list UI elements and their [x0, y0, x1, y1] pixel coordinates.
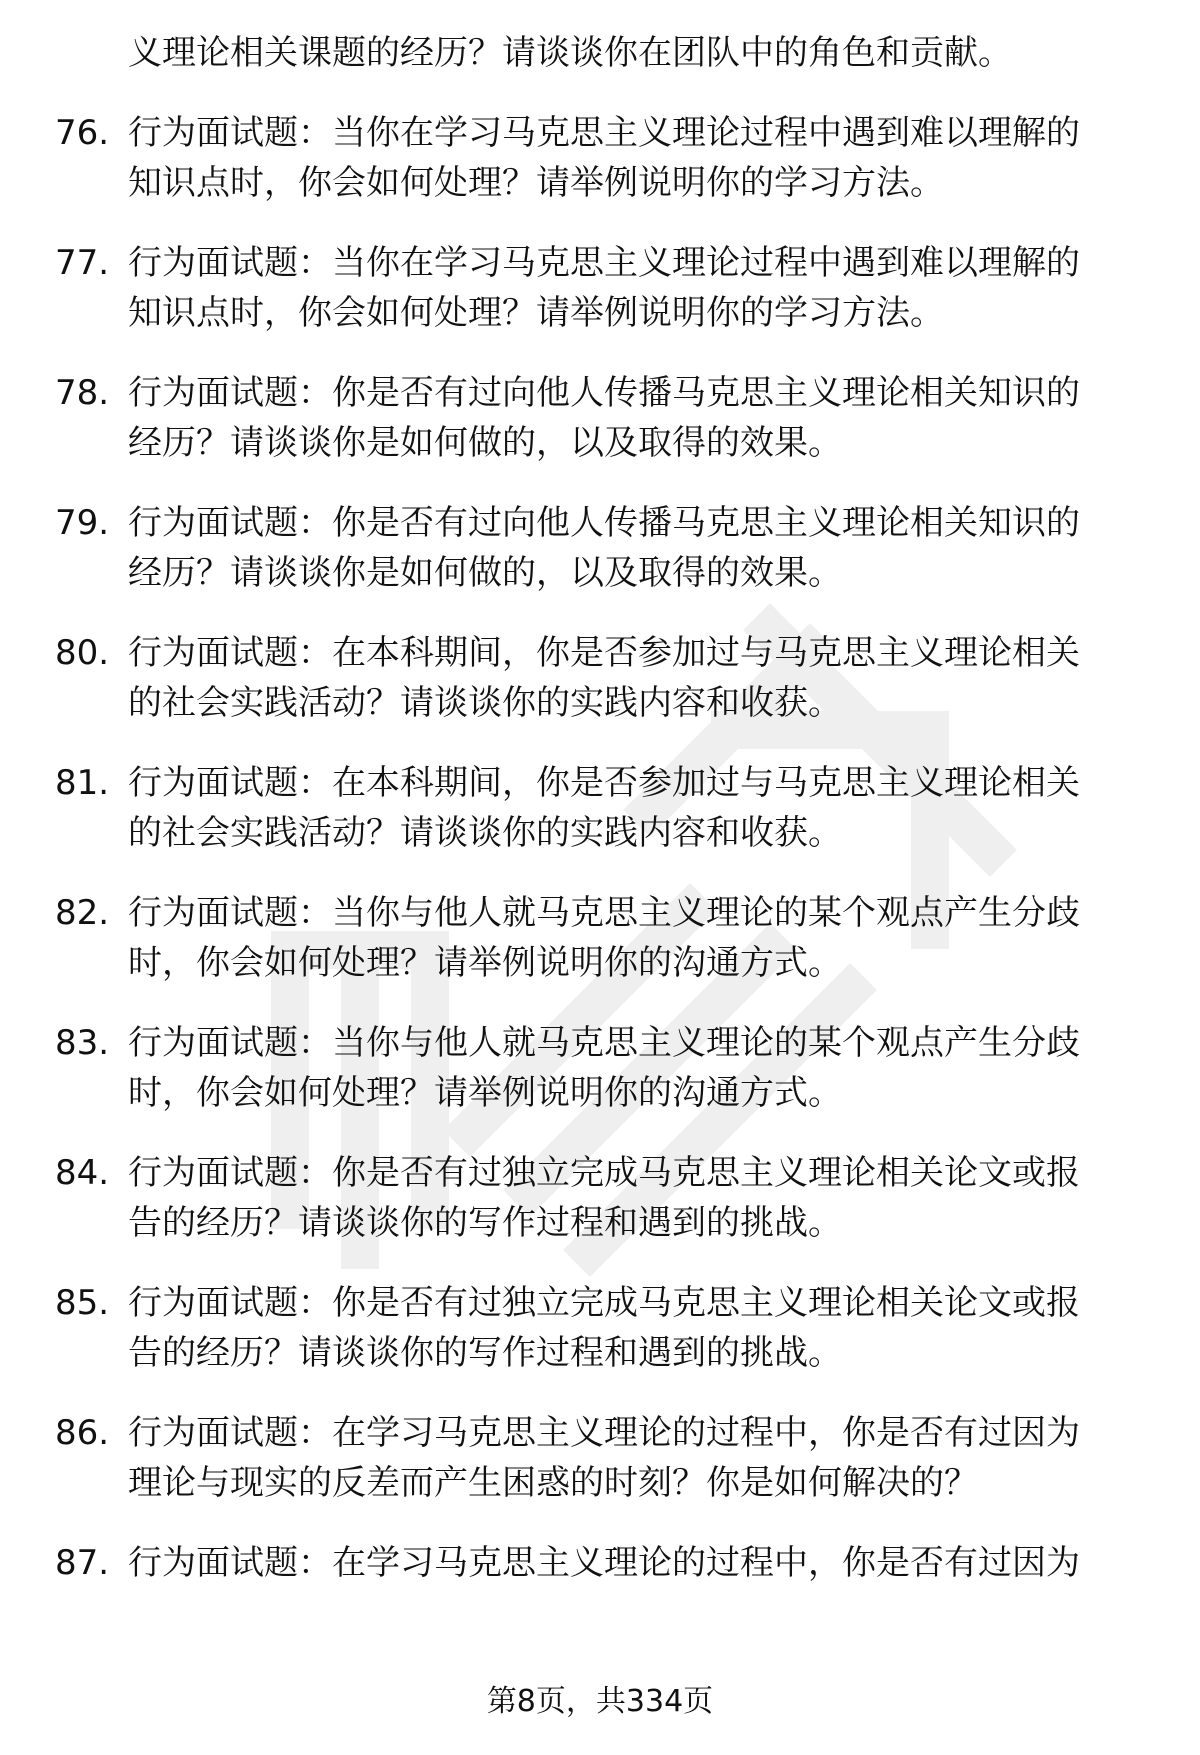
question-item: [55, 108, 1145, 208]
question-list: [55, 28, 1145, 1588]
question-text-line: 行为面试题：你是否有过独立完成马克思主义理论相关论文或报: [128, 1283, 1080, 1323]
question-text: [128, 1538, 1145, 1588]
question-text-line: 经历？请谈谈你是如何做的，以及取得的效果。: [128, 553, 842, 593]
question-text-line: 时，你会如何处理？请举例说明你的沟通方式。: [128, 1073, 842, 1113]
question-text-line: 行为面试题：在本科期间，你是否参加过与马克思主义理论相关: [128, 763, 1080, 803]
question-text-line: 告的经历？请谈谈你的写作过程和遇到的挑战。: [128, 1333, 842, 1373]
question-item: [55, 1408, 1145, 1508]
question-number: 87.: [55, 1543, 110, 1583]
question-item: [55, 498, 1145, 598]
question-text: [128, 1148, 1145, 1248]
question-text: [128, 238, 1145, 338]
question-text-line: 行为面试题：在本科期间，你是否参加过与马克思主义理论相关: [128, 633, 1080, 673]
question-text: [128, 368, 1145, 468]
question-text-line: 行为面试题：你是否有过独立完成马克思主义理论相关论文或报: [128, 1153, 1080, 1193]
question-text-line: 行为面试题：当你与他人就马克思主义理论的某个观点产生分歧: [128, 1023, 1080, 1063]
question-text-line: 行为面试题：你是否有过向他人传播马克思主义理论相关知识的: [128, 503, 1080, 543]
question-text-line: 告的经历？请谈谈你的写作过程和遇到的挑战。: [128, 1203, 842, 1243]
question-number: 77.: [55, 243, 110, 283]
question-text-line: 行为面试题：在学习马克思主义理论的过程中，你是否有过因为: [128, 1543, 1080, 1583]
question-item: [55, 1018, 1145, 1118]
question-text: [128, 888, 1145, 988]
question-text-line: 行为面试题：在学习马克思主义理论的过程中，你是否有过因为: [128, 1413, 1080, 1453]
question-item: [55, 238, 1145, 338]
continued-question-text: 义理论相关课题的经历？请谈谈你在团队中的角色和贡献。: [128, 33, 1012, 73]
question-text-line: 知识点时，你会如何处理？请举例说明你的学习方法。: [128, 293, 944, 333]
question-item: [55, 888, 1145, 988]
question-text: [128, 1018, 1145, 1118]
question-item: [55, 1538, 1145, 1588]
question-number: 86.: [55, 1413, 110, 1453]
question-text-line: 行为面试题：当你与他人就马克思主义理论的某个观点产生分歧: [128, 893, 1080, 933]
question-item: [55, 1278, 1145, 1378]
question-number: 85.: [55, 1283, 110, 1323]
question-number: 84.: [55, 1153, 110, 1193]
question-text: [128, 498, 1145, 598]
question-text-line: 行为面试题：当你在学习马克思主义理论过程中遇到难以理解的: [128, 113, 1080, 153]
question-number: 78.: [55, 373, 110, 413]
question-text-line: 时，你会如何处理？请举例说明你的沟通方式。: [128, 943, 842, 983]
question-text-line: 理论与现实的反差而产生困惑的时刻？你是如何解决的？: [128, 1463, 978, 1503]
question-text-line: 行为面试题：你是否有过向他人传播马克思主义理论相关知识的: [128, 373, 1080, 413]
question-item: [55, 628, 1145, 728]
question-text: [128, 1278, 1145, 1378]
question-text-line: 的社会实践活动？请谈谈你的实践内容和收获。: [128, 813, 842, 853]
question-text-line: 的社会实践活动？请谈谈你的实践内容和收获。: [128, 683, 842, 723]
question-text: [128, 628, 1145, 728]
question-item: [55, 758, 1145, 858]
question-number: 80.: [55, 633, 110, 673]
question-number: 82.: [55, 893, 110, 933]
question-text: [128, 1408, 1145, 1508]
question-item: [55, 1148, 1145, 1248]
page-number-footer: 第8页，共334页: [486, 1684, 714, 1719]
question-number: 81.: [55, 763, 110, 803]
question-text-line: 知识点时，你会如何处理？请举例说明你的学习方法。: [128, 163, 944, 203]
question-item: [55, 368, 1145, 468]
question-items: [55, 108, 1145, 1588]
question-number: 83.: [55, 1023, 110, 1063]
question-number: 76.: [55, 113, 110, 153]
question-text-line: 行为面试题：当你在学习马克思主义理论过程中遇到难以理解的: [128, 243, 1080, 283]
question-text-line: 经历？请谈谈你是如何做的，以及取得的效果。: [128, 423, 842, 463]
question-text: [128, 758, 1145, 858]
question-number: 79.: [55, 503, 110, 543]
question-text: [128, 108, 1145, 208]
